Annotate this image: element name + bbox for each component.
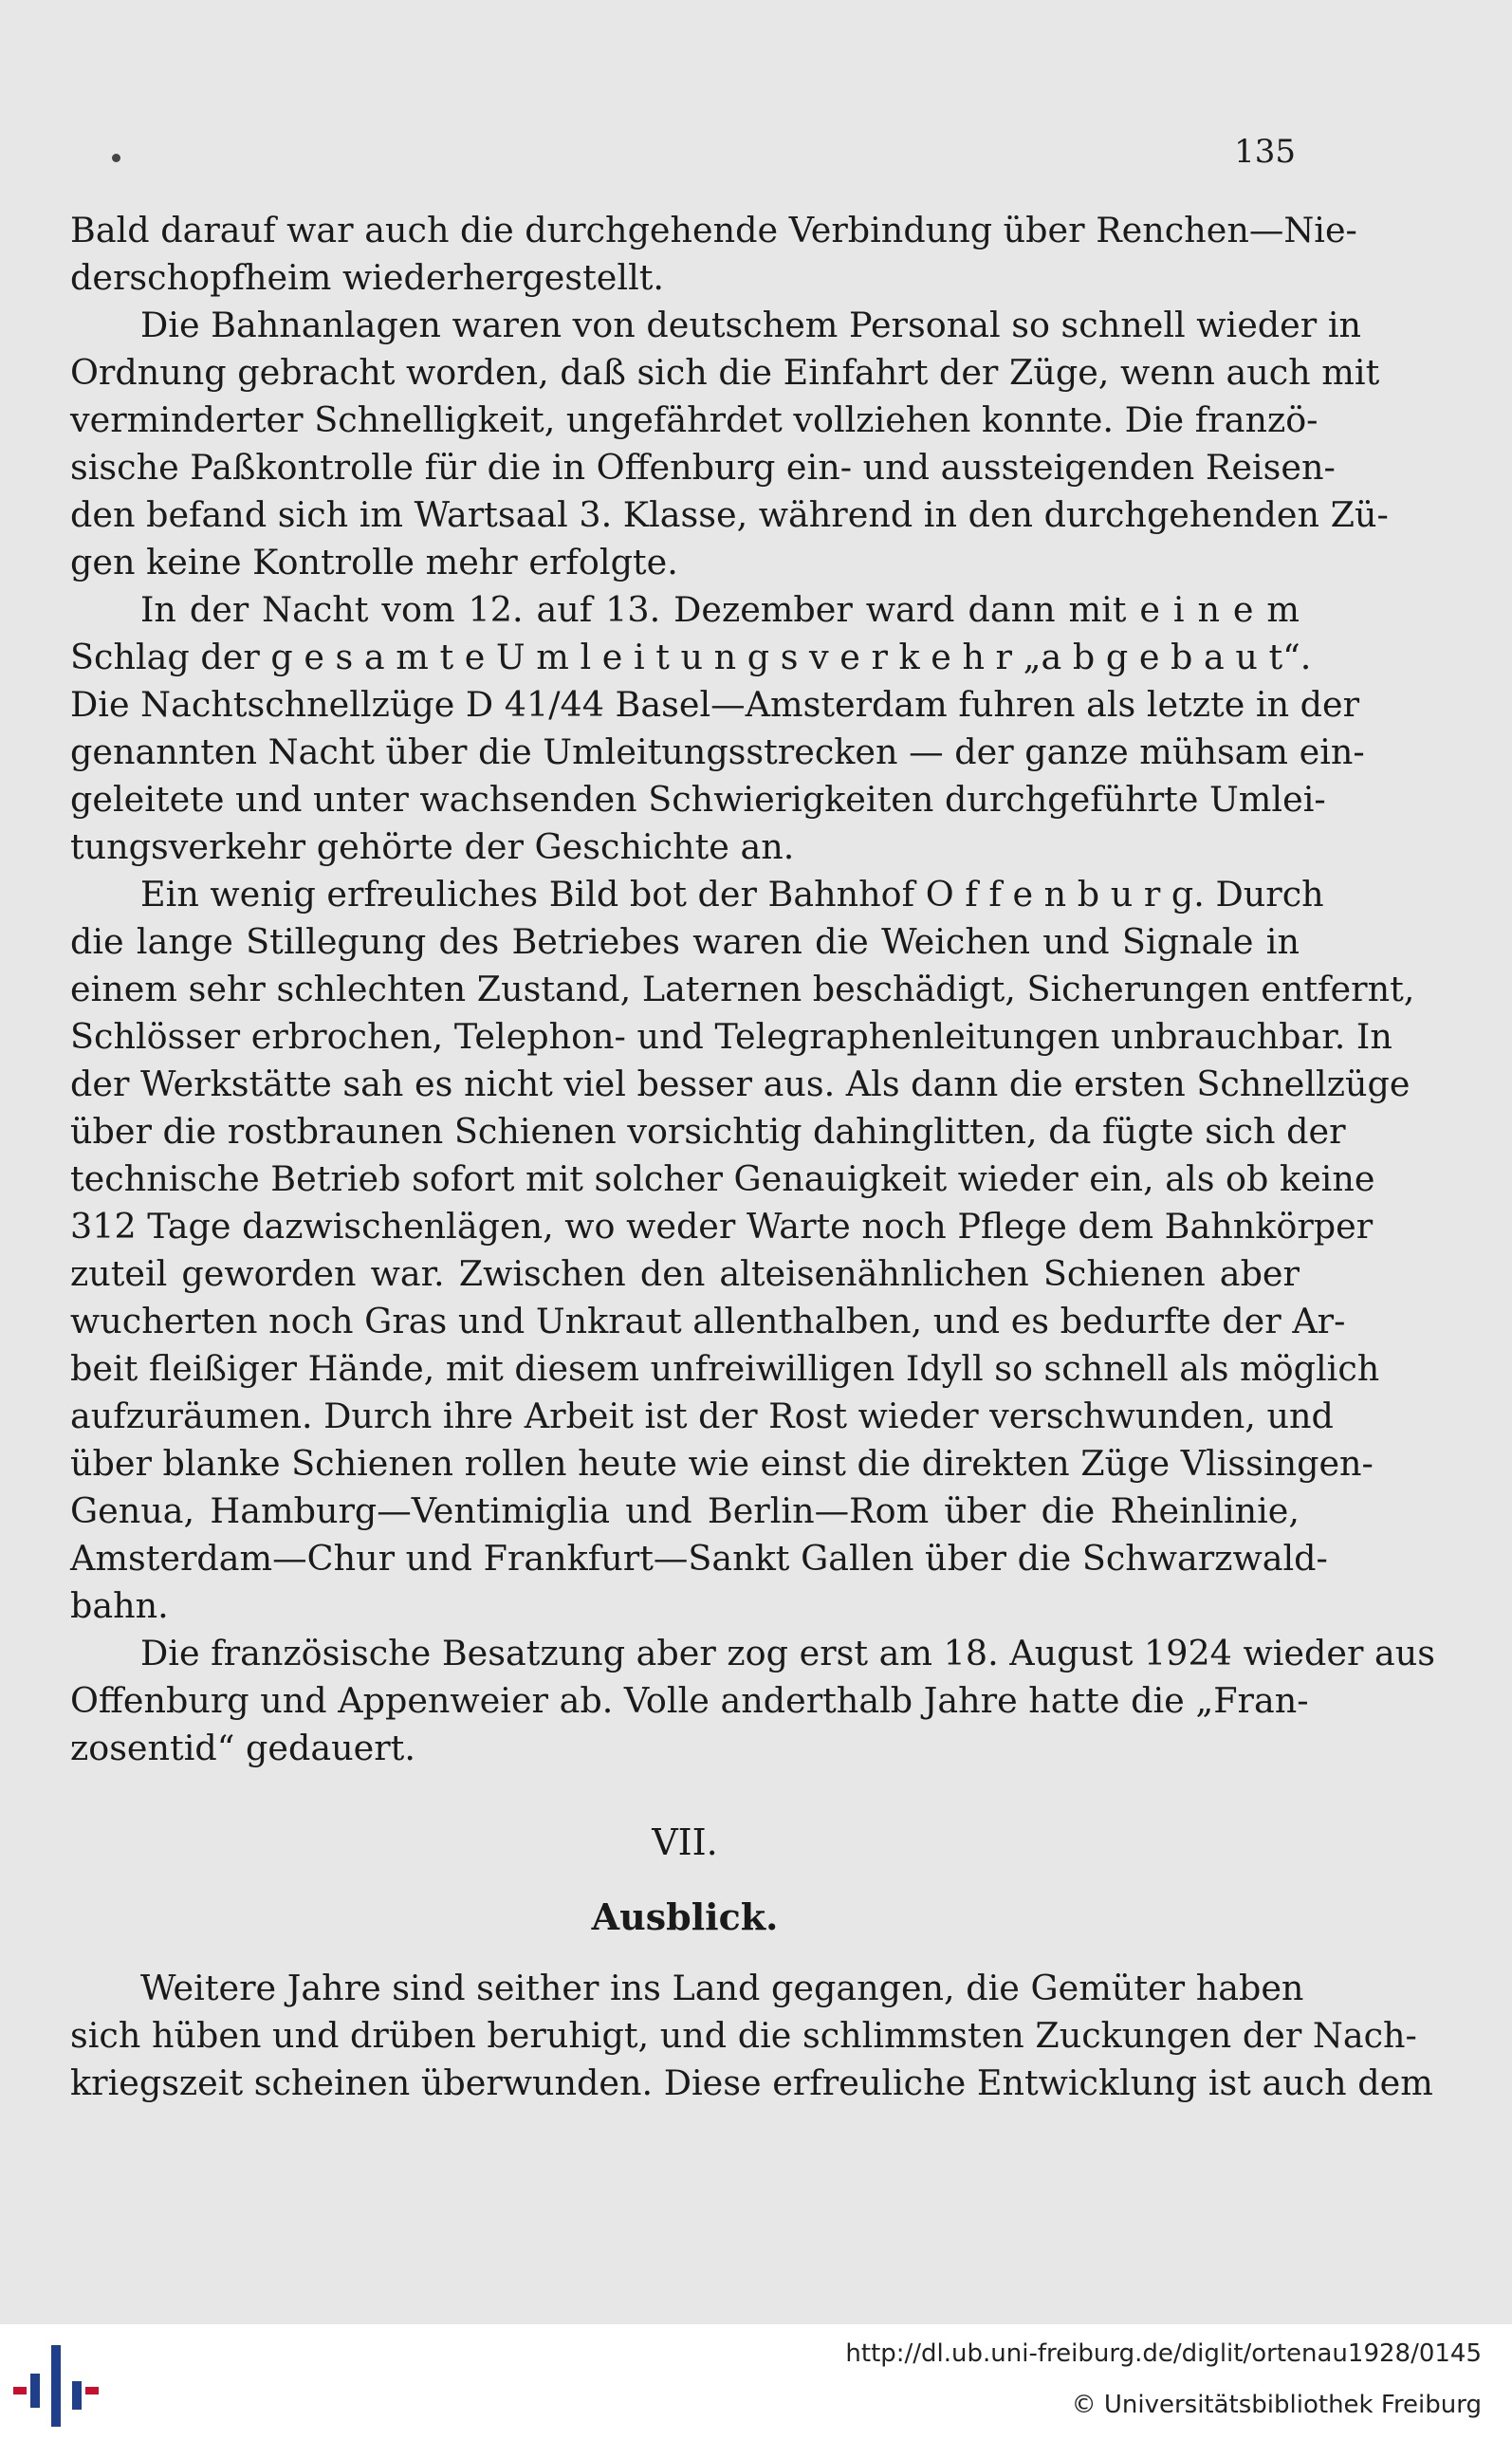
source-url-link[interactable]: http://dl.ub.uni-freiburg.de/diglit/ortenau1928/0145 (845, 2339, 1482, 2368)
text-line: Ordnung gebracht worden, daß sich die Einfahrt der Züge, wenn auch mit (70, 352, 1380, 393)
page-number: 135 (1234, 133, 1296, 171)
text-line: sische Paßkontrolle für die in Offenburg ein- und aussteigenden Reisen- (70, 447, 1336, 488)
text-line: Schlag der g e s a m t e U m l e i t u n g s v e r k e h r „a b g e b a u t“. (70, 637, 1312, 677)
body-text (70, 207, 1436, 1772)
text-line: zuteil geworden war. Zwischen den alteisenähnlichen Schienen aber (70, 1253, 1300, 1294)
text-line: über die rostbraunen Schienen vorsichtig dahinglitten, da fügte sich der (70, 1111, 1346, 1152)
text-line: Weitere Jahre sind seither ins Land gegangen, die Gemüter haben (140, 1968, 1304, 2008)
text-line: den befand sich im Wartsaal 3. Klasse, während in den durchgehenden Zü- (70, 494, 1389, 535)
section-number: VII. (652, 1821, 718, 1863)
text-line: beit fleißiger Hände, mit diesem unfreiwilligen Idyll so schnell als möglich (70, 1348, 1380, 1389)
text-line: genannten Nacht über die Umleitungsstrecken — der ganze mühsam ein- (70, 731, 1365, 772)
text-line: derschopfheim wiederhergestellt. (70, 257, 665, 298)
text-line: verminderter Schnelligkeit, ungefährdet vollziehen konnte. Die franzö- (70, 399, 1318, 440)
library-logo-icon (13, 2345, 99, 2427)
text-line: der Werkstätte sah es nicht viel besser aus. Als dann die ersten Schnellzüge (70, 1063, 1411, 1104)
text-line: einem sehr schlechten Zustand, Laternen beschädigt, Sicherungen entfernt, (70, 969, 1415, 1009)
ink-spot (112, 154, 120, 162)
text-line: Die französische Besatzung aber zog erst am 18. August 1924 wieder aus (140, 1633, 1436, 1673)
text-line: die lange Stillegung des Betriebes waren die Weichen und Signale in (70, 921, 1300, 962)
text-line: Ein wenig erfreuliches Bild bot der Bahnhof O f f e n b u r g. Durch (140, 874, 1324, 915)
text-line: Genua, Hamburg—Ventimiglia und Berlin—Rom über die Rheinlinie, (70, 1490, 1300, 1531)
text-line: 312 Tage dazwischenlägen, wo weder Warte noch Pflege dem Bahnkörper (70, 1206, 1374, 1247)
section-title: Ausblick. (591, 1895, 779, 1938)
text-line: Bald darauf war auch die durchgehende Verbindung über Renchen—Nie- (70, 210, 1357, 250)
text-line: Die Nachtschnellzüge D 41/44 Basel—Amsterdam fuhren als letzte in der (70, 684, 1360, 725)
text-line: bahn. (70, 1585, 169, 1626)
text-line: In der Nacht vom 12. auf 13. Dezember ward dann mit e i n e m (140, 589, 1300, 630)
text-line: Amsterdam—Chur und Frankfurt—Sankt Gallen über die Schwarzwald- (70, 1538, 1328, 1579)
text-line: geleitete und unter wachsenden Schwierigkeiten durchgeführte Umlei- (70, 779, 1326, 820)
text-line: kriegszeit scheinen überwunden. Diese erfreuliche Entwicklung ist auch dem (70, 2062, 1433, 2103)
text-line: aufzuräumen. Durch ihre Arbeit ist der Rost wieder verschwunden, und (70, 1396, 1334, 1436)
text-line: über blanke Schienen rollen heute wie einst die direkten Züge Vlissingen- (70, 1443, 1374, 1484)
text-line: wucherten noch Gras und Unkraut allenthalben, und es bedurfte der Ar- (70, 1301, 1346, 1341)
text-line: Die Bahnanlagen waren von deutschem Personal so schnell wieder in (140, 305, 1361, 345)
text-line: Schlösser erbrochen, Telephon- und Telegraphenleitungen unbrauchbar. In (70, 1016, 1392, 1057)
text-line: gen keine Kontrolle mehr erfolgte. (70, 542, 678, 582)
footer (0, 2324, 1512, 2440)
text-line: sich hüben und drüben beruhigt, und die schlimmsten Zuckungen der Nach- (70, 2015, 1417, 2056)
text-line: Offenburg und Appenweier ab. Volle anderthalb Jahre hatte die „Fran- (70, 1680, 1309, 1721)
text-line: zosentid“ gedauert. (70, 1728, 415, 1768)
body-text-continued (70, 1965, 1433, 2107)
copyright-text: © Universitätsbibliothek Freiburg (1071, 2391, 1482, 2419)
text-line: tungsverkehr gehörte der Geschichte an. (70, 826, 795, 867)
text-line: technische Betrieb sofort mit solcher Genauigkeit wieder ein, als ob keine (70, 1158, 1375, 1199)
